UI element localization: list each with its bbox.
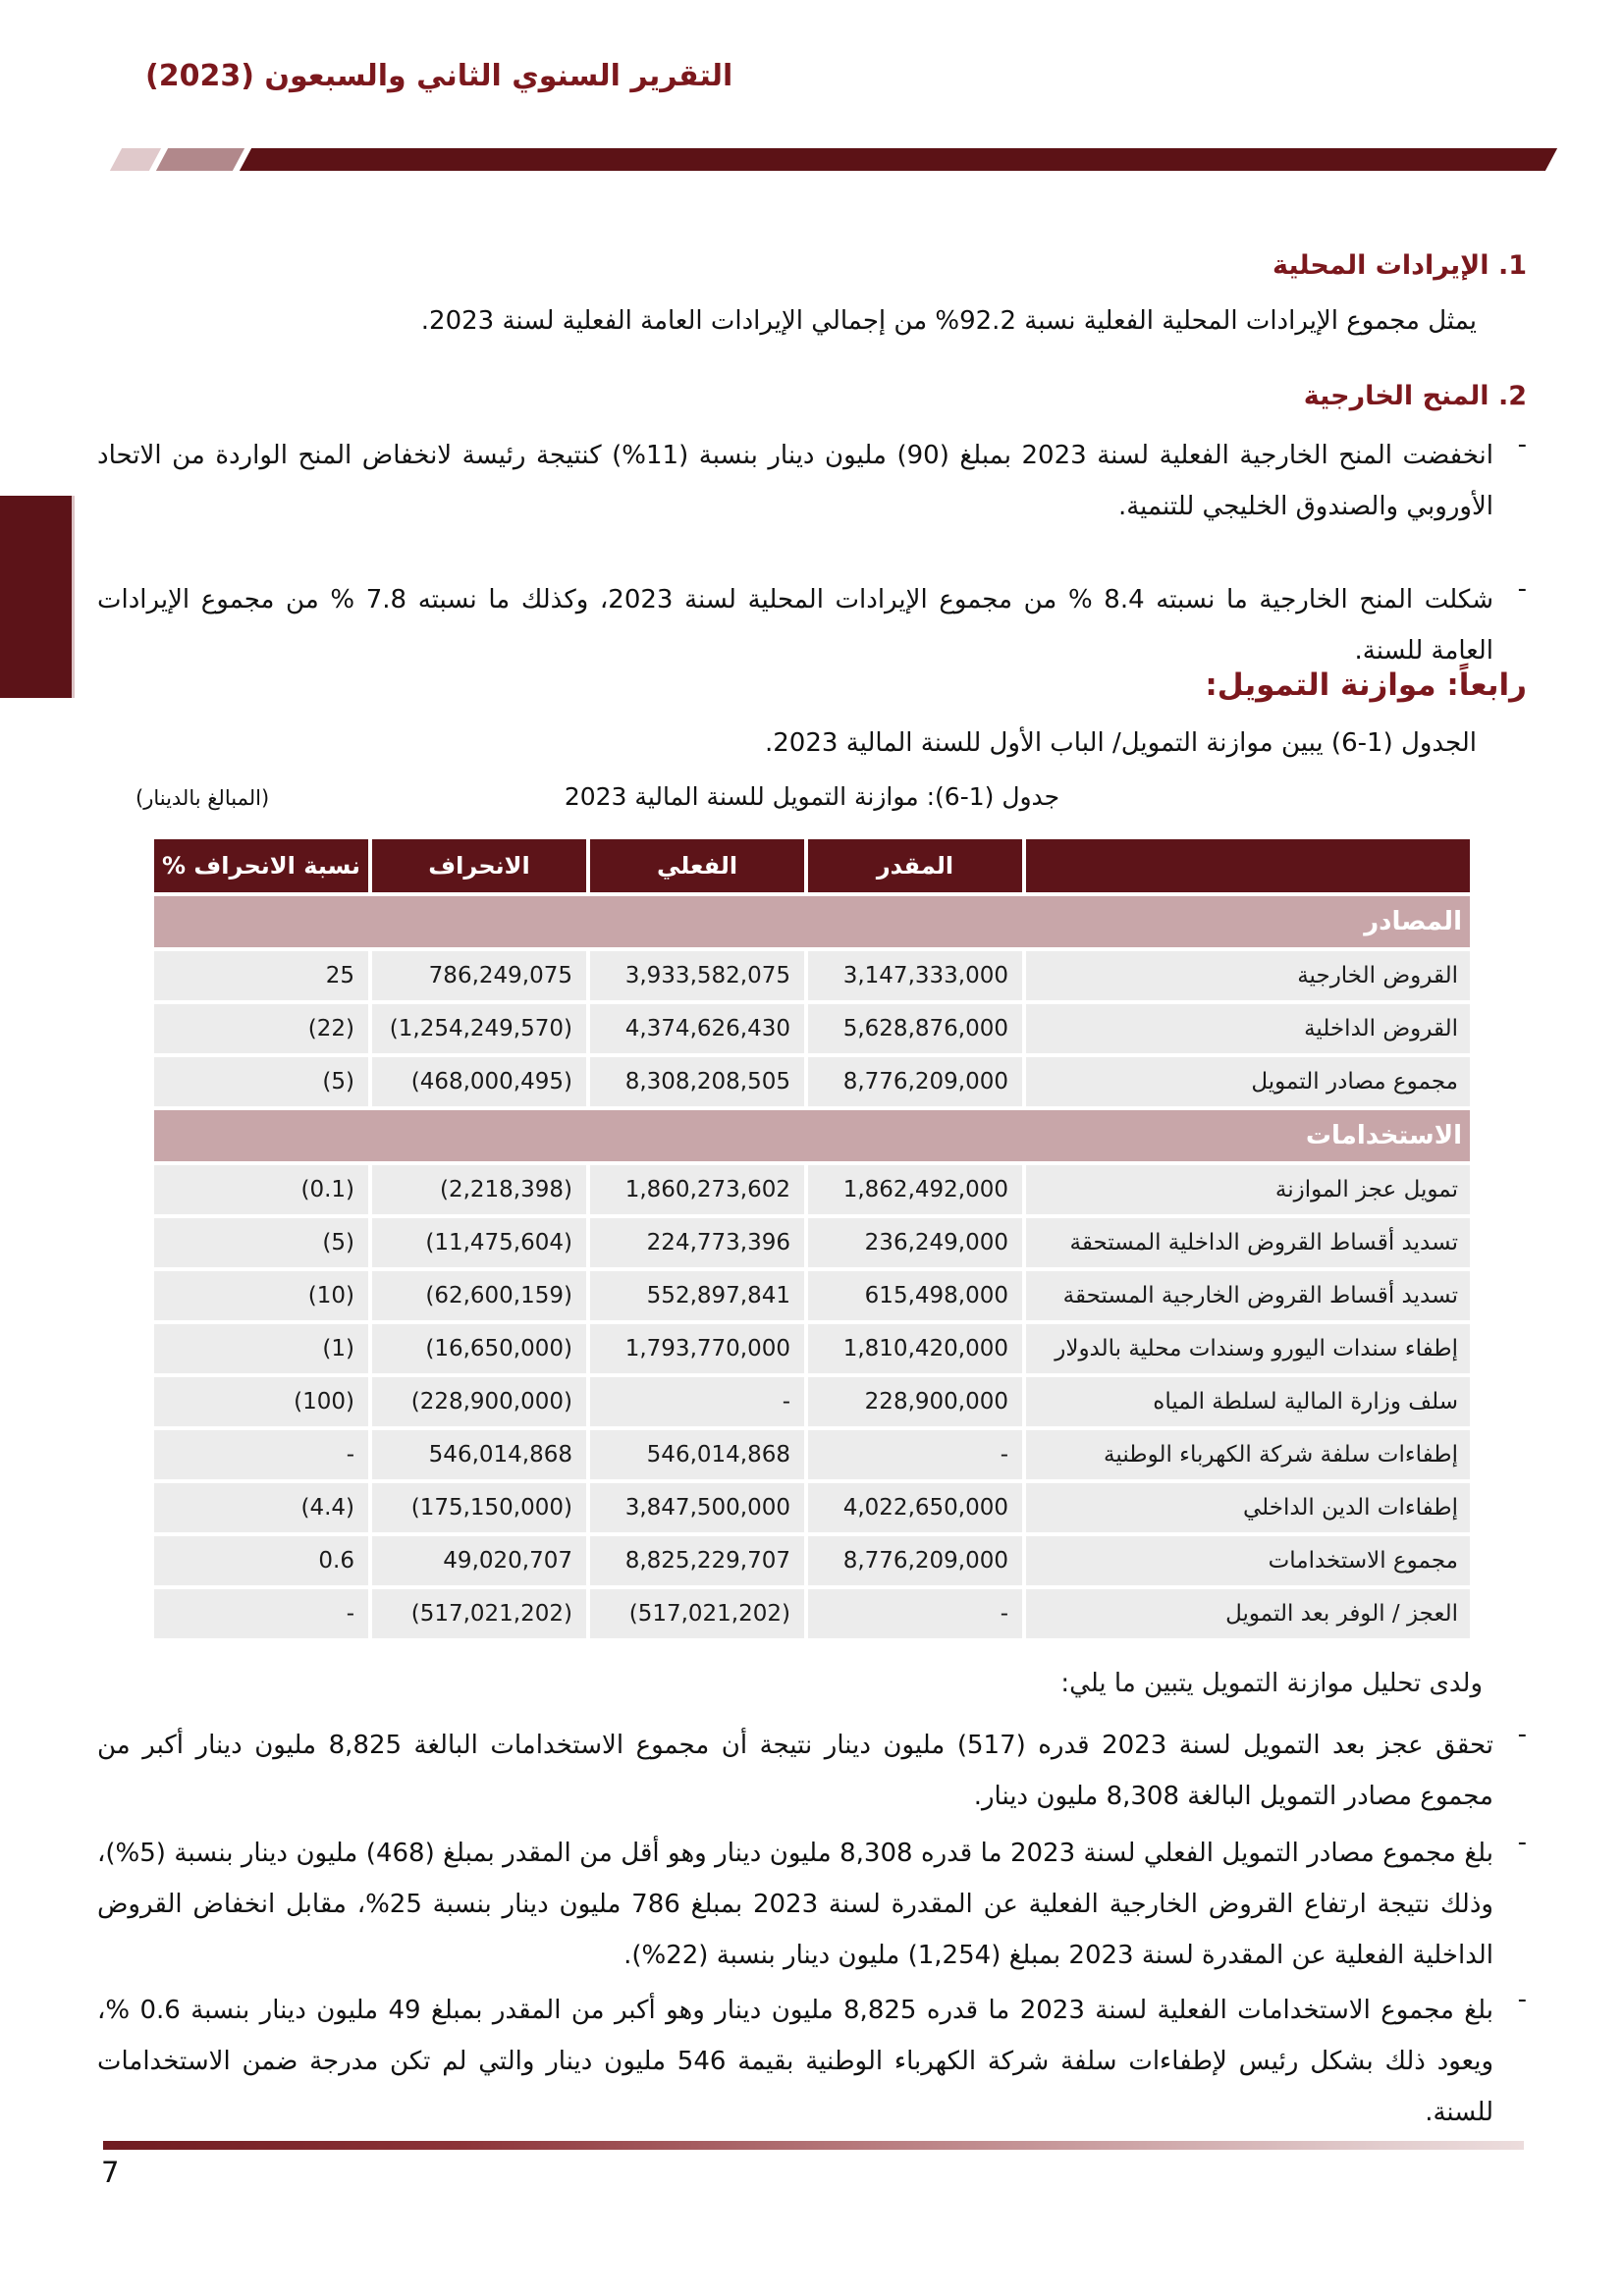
- section1-heading: 1. الإيرادات المحلية: [1272, 250, 1527, 281]
- deviation-pct-value: (1): [154, 1324, 368, 1373]
- deviation-pct-value: 0.6: [154, 1536, 368, 1585]
- section4-intro: الجدول (1-6) يبين موازنة التمويل/ الباب الأول للسنة المالية 2023.: [765, 728, 1477, 758]
- deviation-value: (16,650,000): [372, 1324, 586, 1373]
- row-label: مجموع الاستخدامات: [1026, 1536, 1470, 1585]
- actual-value: 1,860,273,602: [590, 1165, 804, 1214]
- deviation-value: (11,475,604): [372, 1218, 586, 1267]
- column-header-actual: الفعلي: [590, 839, 804, 892]
- page-number: 7: [101, 2156, 120, 2189]
- deviation-value: 546,014,868: [372, 1430, 586, 1479]
- actual-value: 546,014,868: [590, 1430, 804, 1479]
- analysis-bullet: [97, 1985, 1527, 2138]
- column-header-estimated: المقدر: [808, 839, 1022, 892]
- deviation-pct-value: 25: [154, 951, 368, 1000]
- table-row: [154, 1271, 1470, 1320]
- table-row: [154, 1483, 1470, 1532]
- deviation-pct-value: -: [154, 1430, 368, 1479]
- actual-value: 3,847,500,000: [590, 1483, 804, 1532]
- analysis-intro: ولدى تحليل موازنة التمويل يتبين ما يلي:: [1060, 1669, 1483, 1698]
- deviation-value: (175,150,000): [372, 1483, 586, 1532]
- estimated-value: 3,147,333,000: [808, 951, 1022, 1000]
- analysis-bullet: [97, 1828, 1527, 1981]
- deviation-value: 786,249,075: [372, 951, 586, 1000]
- bullet-text: بلغ مجموع الاستخدامات الفعلية لسنة 2023 ما قدره 8,825 مليون دينار وهو أكبر من المقدر بمبلغ 49 مليون دينار بنسبة 0.6 %، ويعود ذلك بشكل رئيس لإطفاءات سلفة شركة الكهرباء الوطنية بقيمة 546 مليون دينار والتي لم تكن مدرجة ضمن الاستخدامات للسنة.: [97, 1996, 1493, 2127]
- deviation-value: (228,900,000): [372, 1377, 586, 1426]
- estimated-value: 5,628,876,000: [808, 1004, 1022, 1053]
- bullet-dash: -: [1517, 1985, 1527, 2014]
- deviation-value: (62,600,159): [372, 1271, 586, 1320]
- table-header-row: [154, 839, 1470, 892]
- row-label: القروض الداخلية: [1026, 1004, 1470, 1053]
- table-section-sources: المصادر: [154, 896, 1470, 947]
- analysis-bullet: [97, 1720, 1527, 1822]
- deviation-pct-value: (0.1): [154, 1165, 368, 1214]
- actual-value: 552,897,841: [590, 1271, 804, 1320]
- actual-value: (517,021,202): [590, 1589, 804, 1638]
- row-label: إطفاء سندات اليورو وسندات محلية بالدولار: [1026, 1324, 1470, 1373]
- actual-value: -: [590, 1377, 804, 1426]
- header-decorative-bar: [108, 148, 1551, 171]
- actual-value: 1,793,770,000: [590, 1324, 804, 1373]
- bullet-text: شكلت المنح الخارجية ما نسبته 8.4 % من مجموع الإيرادات المحلية لسنة 2023، وكذلك ما نسبته 7.8 % من مجموع الإيرادات العامة للسنة.: [97, 585, 1493, 666]
- table-row: [154, 1430, 1470, 1479]
- table-row: [154, 1324, 1470, 1373]
- footer-gradient-rule: [103, 2141, 1524, 2150]
- row-label: تسديد أقساط القروض الخارجية المستحقة: [1026, 1271, 1470, 1320]
- table-row: [154, 1377, 1470, 1426]
- estimated-value: 1,862,492,000: [808, 1165, 1022, 1214]
- deviation-pct-value: -: [154, 1589, 368, 1638]
- column-header-deviation: الانحراف: [372, 839, 586, 892]
- report-header-title: التقرير السنوي الثاني والسبعون (2023): [145, 59, 733, 93]
- row-label: سلف وزارة المالية لسلطة المياه: [1026, 1377, 1470, 1426]
- bullet-text: تحقق عجز بعد التمويل لسنة 2023 قدره (517) مليون دينار نتيجة أن مجموع الاستخدامات البالغة 8,825 مليون دينار أكبر من مجموع مصادر التمويل البالغة 8,308 مليون دينار.: [97, 1731, 1494, 1811]
- estimated-value: -: [808, 1430, 1022, 1479]
- bullet-dash: -: [1517, 1828, 1527, 1857]
- estimated-value: 1,810,420,000: [808, 1324, 1022, 1373]
- actual-value: 3,933,582,075: [590, 951, 804, 1000]
- table-section-uses: الاستخدامات: [154, 1110, 1470, 1161]
- deviation-pct-value: (22): [154, 1004, 368, 1053]
- bullet-text: بلغ مجموع مصادر التمويل الفعلي لسنة 2023 ما قدره 8,308 مليون دينار وهو أقل من المقدر بمبلغ (468) مليون دينار بنسبة (5%)، وذلك نتيجة ارتفاع القروض الخارجية الفعلية عن المقدرة لسنة 2023 بمبلغ 786 مليون دينار بنسبة 25%، مقابل انخفاض القروض الداخلية الفعلية عن المقدرة لسنة 2023 بمبلغ (1,254) مليون دينار بنسبة (22%).: [97, 1839, 1494, 1970]
- row-label: إطفاءات سلفة شركة الكهرباء الوطنية: [1026, 1430, 1470, 1479]
- estimated-value: 8,776,209,000: [808, 1536, 1022, 1585]
- column-header-deviation-pct: نسبة الانحراف %: [154, 839, 368, 892]
- financing-table: [154, 839, 1470, 1638]
- row-label: تمويل عجز الموازنة: [1026, 1165, 1470, 1214]
- table-row: [154, 1165, 1470, 1214]
- estimated-value: 8,776,209,000: [808, 1057, 1022, 1106]
- row-label: تسديد أقساط القروض الداخلية المستحقة: [1026, 1218, 1470, 1267]
- estimated-value: 228,900,000: [808, 1377, 1022, 1426]
- table-row: [154, 1218, 1470, 1267]
- estimated-value: 615,498,000: [808, 1271, 1022, 1320]
- deviation-value: 49,020,707: [372, 1536, 586, 1585]
- table-row: [154, 951, 1470, 1000]
- side-bookmark-tab: [0, 496, 75, 698]
- row-label: القروض الخارجية: [1026, 951, 1470, 1000]
- row-label: مجموع مصادر التمويل: [1026, 1057, 1470, 1106]
- table-row: [154, 1057, 1470, 1106]
- deviation-pct-value: (10): [154, 1271, 368, 1320]
- row-label: إطفاءات الدين الداخلي: [1026, 1483, 1470, 1532]
- table-unit-note: (المبالغ بالدينار): [135, 786, 270, 810]
- estimated-value: 236,249,000: [808, 1218, 1022, 1267]
- deviation-pct-value: (5): [154, 1218, 368, 1267]
- section2-heading: 2. المنح الخارجية: [1303, 381, 1527, 411]
- actual-value: 4,374,626,430: [590, 1004, 804, 1053]
- deviation-value: (517,021,202): [372, 1589, 586, 1638]
- bar-segment-light: [110, 148, 161, 171]
- deviation-pct-value: (4.4): [154, 1483, 368, 1532]
- estimated-value: -: [808, 1589, 1022, 1638]
- deviation-value: (468,000,495): [372, 1057, 586, 1106]
- section2-bullet: [97, 430, 1527, 532]
- bar-segment-dark: [240, 148, 1557, 171]
- section4-heading: رابعاً: موازنة التمويل:: [1205, 667, 1527, 703]
- bullet-dash: -: [1517, 574, 1527, 604]
- section2-bullet: [97, 574, 1527, 676]
- row-label: العجز / الوفر بعد التمويل: [1026, 1589, 1470, 1638]
- deviation-pct-value: (100): [154, 1377, 368, 1426]
- actual-value: 224,773,396: [590, 1218, 804, 1267]
- section1-paragraph: يمثل مجموع الإيرادات المحلية الفعلية نسبة 92.2% من إجمالي الإيرادات العامة الفعلية لسنة 2023.: [420, 306, 1477, 336]
- header-corner-cell: [1026, 839, 1470, 892]
- table-row: [154, 1589, 1470, 1638]
- bullet-dash: -: [1517, 430, 1527, 459]
- deviation-value: (2,218,398): [372, 1165, 586, 1214]
- table-row: [154, 1004, 1470, 1053]
- bullet-dash: -: [1517, 1720, 1527, 1749]
- estimated-value: 4,022,650,000: [808, 1483, 1022, 1532]
- table-caption: جدول (1-6): موازنة التمويل للسنة المالية 2023: [564, 782, 1060, 811]
- actual-value: 8,308,208,505: [590, 1057, 804, 1106]
- bullet-text: انخفضت المنح الخارجية الفعلية لسنة 2023 بمبلغ (90) مليون دينار بنسبة (11%) كنتيجة رئيسة لانخفاض المنح الواردة من الاتحاد الأوروبي والصندوق الخليجي للتنمية.: [97, 441, 1494, 521]
- deviation-pct-value: (5): [154, 1057, 368, 1106]
- bar-segment-medium: [156, 148, 244, 171]
- table-row: [154, 1536, 1470, 1585]
- deviation-value: (1,254,249,570): [372, 1004, 586, 1053]
- actual-value: 8,825,229,707: [590, 1536, 804, 1585]
